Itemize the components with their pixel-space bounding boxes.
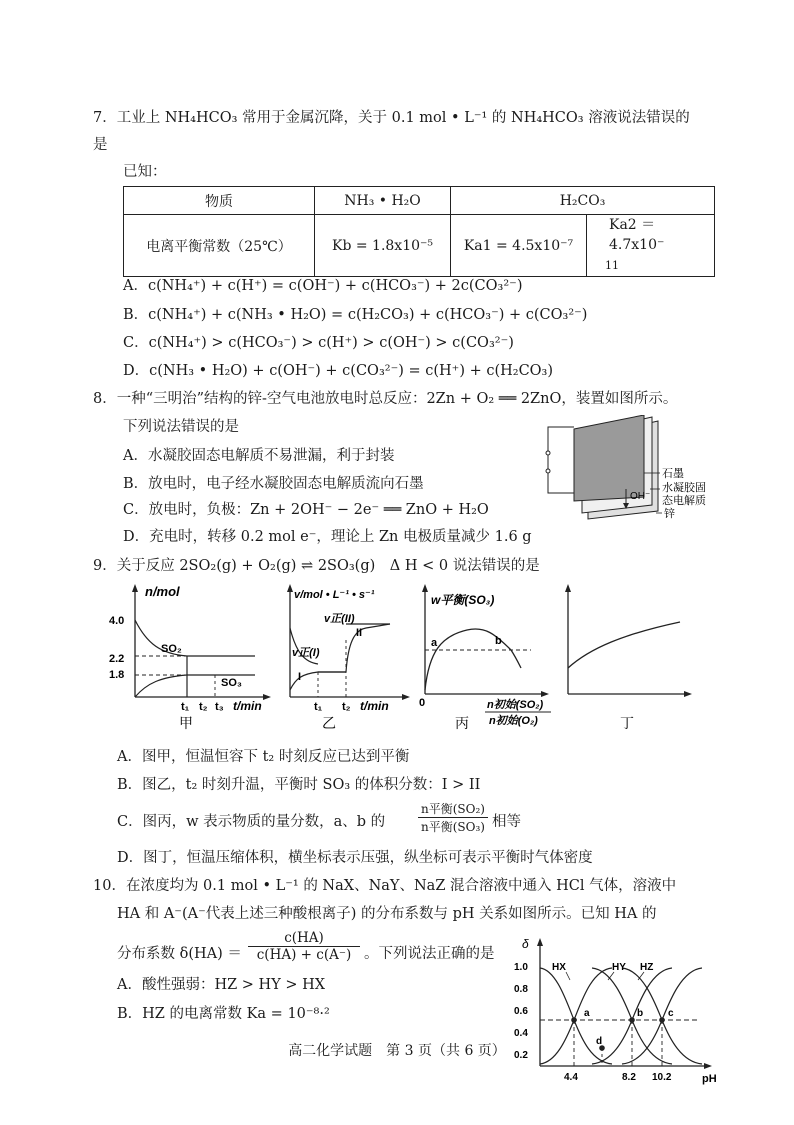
yi-vzheng2-curve (346, 624, 390, 672)
dist-ytick-0-6: 0.6 (514, 1006, 528, 1017)
table-cell-ka2 (587, 215, 715, 277)
jia-so3-label: SO₃ (221, 677, 242, 689)
q9-option-a: A．图甲，恒温恒容下 t₂ 时刻反应已达到平衡 (117, 749, 410, 765)
q9-option-b: B．图乙，t₂ 时刻升温，平衡时 SO₃ 的体积分数：I > II (117, 777, 481, 793)
gel-label-line1: 水凝胶固 (662, 482, 706, 494)
gel-label-line2: 态电解质 (662, 495, 706, 507)
graph-jia (95, 582, 280, 732)
dist-point-b (629, 1017, 635, 1023)
jia-t2-tick: t₂ (199, 701, 208, 713)
yi-x-arrow (402, 694, 410, 700)
q10-option-a: A．酸性强弱：HZ > HY > HX (117, 977, 326, 993)
yi-xlabel: t/min (360, 699, 389, 713)
q8-option-c: C．放电时，负极：Zn + 2OH⁻ − 2e⁻ ══ ZnO + H₂O (123, 502, 489, 518)
zinc-label: 锌 (664, 508, 675, 520)
bing-ylabel: w平衡(SO₃) (431, 593, 495, 607)
graph-yi (280, 582, 410, 732)
q8-option-a: A．水凝胶固态电解质不易泄漏，利于封装 (123, 448, 395, 464)
dist-y-arrow (537, 938, 543, 946)
jia-ylabel: n/mol (145, 584, 180, 599)
dist-label-c: c (668, 1008, 674, 1019)
q8-stem-line2: 下列说法错误的是 (123, 419, 239, 435)
q9-option-c-fraction (418, 800, 488, 835)
bing-y-arrow (422, 584, 428, 592)
dist-ytick-0-2: 0.2 (514, 1050, 528, 1061)
q7-known-label: 已知： (123, 164, 167, 180)
yi-region-1: I (298, 671, 302, 683)
q7-option-d: D．c(NH₃ • H₂O) + c(OH⁻) + c(CO₃²⁻) = c(H⁺) + c(H₂CO₃) (123, 363, 554, 379)
table-header-h2co3: H₂CO₃ (451, 187, 715, 215)
bing-curve (425, 629, 521, 690)
dist-point-a (571, 1017, 577, 1023)
dist-xtick-4-4: 4.4 (564, 1072, 578, 1083)
jia-ytick-1-8: 1.8 (109, 669, 125, 681)
jia-t1-tick: t₁ (181, 701, 190, 713)
dist-label-b: b (637, 1008, 644, 1019)
page-footer: 高二化学试题 第 3 页（共 6 页） (288, 1043, 506, 1059)
dist-label-hz: HZ (640, 962, 654, 973)
bing-xden: n初始(O₂) (489, 715, 538, 727)
graphite-label: 石墨 (662, 468, 684, 480)
yi-vzheng1-label: v正(I) (292, 647, 320, 659)
q9-c-frac-num: n平衡(SO₂) (418, 800, 488, 818)
bing-x-arrow (541, 691, 549, 697)
q10-stem-line3-post: 。下列说法正确的是 (364, 946, 495, 962)
jia-y-arrow (132, 584, 138, 592)
jia-caption: 甲 (179, 715, 193, 731)
dist-xlabel: pH (702, 1073, 717, 1085)
table-cell-ka2-text: Ka2 ＝ 4.7x10⁻ (609, 217, 665, 253)
jia-ytick-4: 4.0 (109, 615, 125, 627)
graphite-layer (574, 415, 644, 501)
bing-point-b: b (495, 635, 502, 647)
dist-ytick-0-4: 0.4 (514, 1028, 528, 1039)
q7-option-b: B．c(NH₄⁺) + c(NH₃ • H₂O) = c(H₂CO₃) + c(HCO₃⁻) + c(CO₃²⁻) (123, 307, 588, 323)
jia-xlabel: t/min (233, 699, 262, 713)
table-header-substance: 物质 (124, 187, 315, 215)
dist-label-a: a (584, 1008, 590, 1019)
ding-y-arrow (565, 584, 571, 592)
q10-option-b: B．HZ 的电离常数 Ka = 10⁻⁸·² (117, 1006, 330, 1022)
ionization-constant-table (123, 186, 715, 277)
q9-option-c-pre: C．图丙，w 表示物质的量分数，a、b 的 (117, 814, 386, 830)
q10-stem-line1: 10．在浓度均为 0.1 mol • L⁻¹ 的 NaX、NaY、NaZ 混合溶液中通入 HCl 气体，溶液中 (93, 878, 677, 894)
battery-sandwich-diagram (540, 415, 740, 525)
q7-option-c: C．c(NH₄⁺) > c(HCO₃⁻) > c(H⁺) > c(OH⁻) > c(CO₃²⁻) (123, 335, 514, 351)
bing-point-a: a (431, 637, 438, 649)
q7-option-a: A．c(NH₄⁺) + c(H⁺) = c(OH⁻) + c(HCO₃⁻) + 2c(CO₃²⁻) (123, 278, 523, 294)
dist-label-hy: HY (612, 962, 626, 973)
dist-x-arrow (704, 1063, 712, 1069)
q10-frac-den: c(HA) + c(A⁻) (256, 947, 352, 963)
q10-stem-line3-pre: 分布系数 δ(HA) ＝ (117, 946, 242, 962)
dist-point-c (659, 1017, 665, 1023)
yi-vzheng2-label: v正(II) (324, 613, 355, 625)
yi-region-2: II (356, 627, 363, 639)
dist-ylabel: δ (522, 937, 529, 951)
dist-xtick-8-2: 8.2 (622, 1072, 636, 1083)
bing-xnum: n初始(SO₂) (487, 699, 544, 711)
ding-curve (568, 622, 680, 668)
terminal-top (546, 451, 550, 455)
q8-option-b: B．放电时，电子经水凝胶固态电解质流向石墨 (123, 476, 424, 492)
yi-caption: 乙 (322, 715, 336, 731)
q9-option-d: D．图丁，恒温压缩体积，横坐标表示压强，纵坐标可表示平衡时气体密度 (117, 850, 593, 866)
graph-bing (415, 582, 560, 732)
jia-x-arrow (263, 694, 271, 700)
oh-label: OH⁻ (630, 491, 651, 502)
terminal-bottom (546, 469, 550, 473)
q8-option-d: D．充电时，转移 0.2 mol e⁻，理论上 Zn 电极质量减少 1.6 g (123, 529, 532, 545)
yi-y-arrow (287, 584, 293, 592)
table-cell-kb: Kb = 1.8x10⁻⁵ (315, 215, 451, 277)
ding-caption: 丁 (620, 715, 634, 731)
yi-t2-tick: t₂ (342, 701, 351, 713)
q9-c-frac-den: n平衡(SO₃) (421, 820, 485, 834)
q7-stem-line2: 是 (93, 137, 108, 153)
q9-stem: 9．关于反应 2SO₂(g) + O₂(g) ⇌ 2SO₃(g) Δ H < 0 说法错误的是 (93, 558, 540, 574)
table-header-nh3h2o: NH₃ • H₂O (315, 187, 451, 215)
dist-xtick-10-2: 10.2 (652, 1072, 672, 1083)
graph-ding (560, 582, 700, 732)
external-wire (548, 427, 574, 493)
jia-ytick-2-2: 2.2 (109, 653, 125, 665)
dist-ytick-0-8: 0.8 (514, 984, 528, 995)
q10-frac-num: c(HA) (248, 930, 360, 947)
dist-label-hx: HX (552, 962, 566, 973)
distribution-graph (508, 936, 723, 1091)
q8-stem-line1: 8．一种“三明治”结构的锌-空气电池放电时总反应：2Zn + O₂ ══ 2ZnO，装置如图所示。 (93, 391, 678, 407)
jia-so2-curve (135, 620, 255, 656)
yi-ylabel: v/mol • L⁻¹ • s⁻¹ (294, 589, 375, 601)
yi-t1-tick: t₁ (314, 701, 323, 713)
dist-hx-leader (566, 972, 570, 980)
dist-label-d: d (596, 1036, 603, 1047)
q10-stem-line2: HA 和 A⁻(A⁻代表上述三种酸根离子) 的分布系数与 pH 关系如图所示。已知 HA 的 (117, 906, 657, 922)
table-row-label: 电离平衡常数（25℃） (124, 215, 315, 277)
q7-stem-line1: 7．工业上 NH₄HCO₃ 常用于金属沉降，关于 0.1 mol • L⁻¹ 的 NH₄HCO₃ 溶液说法错误的 (93, 110, 690, 126)
bing-caption: 丙 (455, 715, 469, 731)
q9-option-c-post: 相等 (492, 814, 521, 830)
q10-delta-fraction (248, 930, 360, 963)
jia-so2-label: SO₂ (161, 643, 182, 655)
dist-ytick-1: 1.0 (514, 962, 528, 973)
jia-t3-tick: t₃ (215, 701, 224, 713)
table-cell-ka1: Ka1 = 4.5x10⁻⁷ (451, 215, 587, 277)
ding-x-arrow (684, 691, 692, 697)
bing-origin: 0 (419, 697, 426, 709)
table-cell-ka2-wrap: 11 (605, 259, 619, 272)
